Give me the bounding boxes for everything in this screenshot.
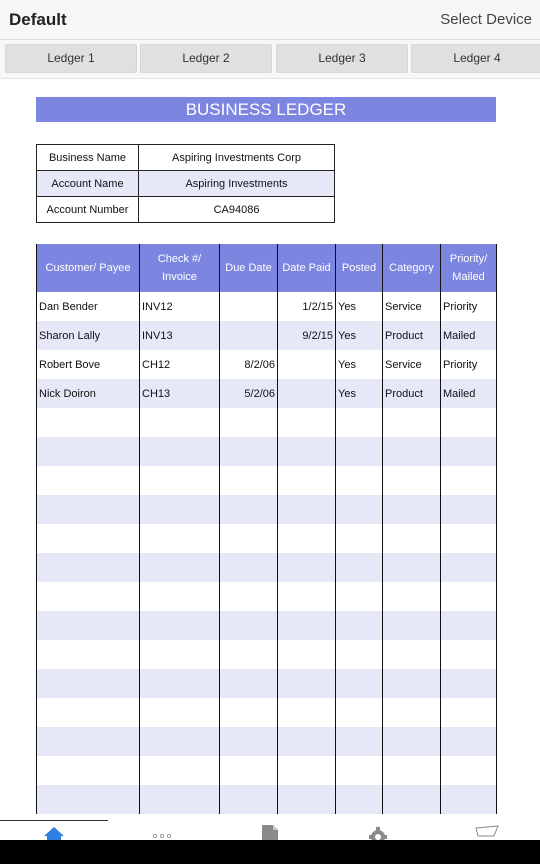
cell-priority-mailed[interactable] [441,756,497,785]
cell-customer-payee[interactable] [37,495,140,524]
cell-due-date[interactable]: 8/2/06 [220,350,278,379]
cell-check-invoice[interactable] [140,727,220,756]
cell-posted[interactable] [336,611,383,640]
sheet-tabs [0,40,540,79]
cell-priority-mailed[interactable]: Priority [441,350,497,379]
table-row [37,756,497,785]
column-header-priority-mailed[interactable]: Priority/ Mailed [441,244,497,292]
table-row [37,553,497,582]
cell-category[interactable] [383,495,441,524]
gear-icon[interactable] [366,824,390,840]
ledger-table [36,244,497,814]
column-header-posted[interactable]: Posted [336,244,383,292]
cell-check-invoice[interactable] [140,437,220,466]
cell-category[interactable] [383,466,441,495]
cell-posted[interactable]: Yes [336,379,383,408]
cell-customer-payee[interactable]: Nick Doiron [37,379,140,408]
cell-customer-payee[interactable] [37,640,140,669]
cell-category[interactable]: Product [383,379,441,408]
cell-due-date[interactable] [220,582,278,611]
cell-due-date[interactable] [220,553,278,582]
cell-posted[interactable] [336,524,383,553]
cell-date-paid[interactable] [278,698,336,727]
cell-priority-mailed[interactable] [441,408,497,437]
column-header-date-paid[interactable]: Date Paid [278,244,336,292]
home-icon[interactable] [42,824,66,840]
cell-check-invoice[interactable] [140,698,220,727]
cell-date-paid[interactable] [278,350,336,379]
table-row [37,785,497,814]
system-bar [0,840,540,864]
cell-check-invoice[interactable]: INV12 [140,292,220,321]
column-header-due-date[interactable]: Due Date [220,244,278,292]
cell-customer-payee[interactable] [37,524,140,553]
table-row [37,292,497,321]
cell-date-paid[interactable]: 1/2/15 [278,292,336,321]
cell-due-date[interactable] [220,785,278,814]
cell-date-paid[interactable] [278,408,336,437]
cell-customer-payee[interactable] [37,727,140,756]
tab-ledger-2[interactable]: Ledger 2 [140,44,272,73]
cell-priority-mailed[interactable] [441,495,497,524]
select-device-button[interactable]: Select Device [440,11,532,28]
table-row [37,466,497,495]
cell-category[interactable] [383,727,441,756]
table-row [37,582,497,611]
table-row [37,437,497,466]
cell-check-invoice[interactable]: CH12 [140,350,220,379]
table-row [37,524,497,553]
cell-customer-payee[interactable] [37,611,140,640]
cell-posted[interactable]: Yes [336,292,383,321]
cell-posted[interactable] [336,640,383,669]
info-label[interactable]: Account Name [37,171,139,197]
flag-icon[interactable] [474,824,500,840]
cell-priority-mailed[interactable] [441,524,497,553]
cell-customer-payee[interactable] [37,466,140,495]
table-row [37,611,497,640]
document-icon[interactable] [258,824,282,840]
table-row [37,669,497,698]
column-header-customer-payee[interactable]: Customer/ Payee [37,244,140,292]
cell-posted[interactable] [336,785,383,814]
cell-customer-payee[interactable] [37,785,140,814]
cell-priority-mailed[interactable] [441,582,497,611]
cell-check-invoice[interactable] [140,524,220,553]
cell-customer-payee[interactable]: Dan Bender [37,292,140,321]
cell-priority-mailed[interactable] [441,611,497,640]
cell-date-paid[interactable] [278,669,336,698]
table-row [37,350,497,379]
cell-category[interactable]: Service [383,292,441,321]
info-row-business-name [37,145,335,171]
cell-date-paid[interactable] [278,640,336,669]
cell-date-paid[interactable] [278,756,336,785]
table-row [37,698,497,727]
tab-ledger-4[interactable]: Ledger 4 [411,44,540,73]
cell-category[interactable] [383,582,441,611]
cell-category[interactable] [383,640,441,669]
cell-due-date[interactable] [220,321,278,350]
cell-priority-mailed[interactable] [441,640,497,669]
cell-posted[interactable] [336,727,383,756]
cell-posted[interactable]: Yes [336,350,383,379]
cell-check-invoice[interactable] [140,640,220,669]
cell-check-invoice[interactable]: CH13 [140,379,220,408]
cell-category[interactable] [383,408,441,437]
table-row [37,727,497,756]
column-header-check-invoice[interactable]: Check #/ Invoice [140,244,220,292]
cell-category[interactable] [383,524,441,553]
cell-date-paid[interactable] [278,582,336,611]
cell-posted[interactable]: Yes [336,321,383,350]
ledger-header-row [37,244,497,292]
cell-category[interactable] [383,553,441,582]
cell-date-paid[interactable] [278,379,336,408]
info-value[interactable]: Aspiring Investments Corp [139,145,335,171]
cell-check-invoice[interactable] [140,553,220,582]
cell-check-invoice[interactable] [140,466,220,495]
cell-due-date[interactable] [220,611,278,640]
cell-check-invoice[interactable] [140,582,220,611]
cell-customer-payee[interactable] [37,437,140,466]
cell-due-date[interactable] [220,495,278,524]
cell-posted[interactable] [336,437,383,466]
account-info-table [36,144,335,223]
table-row [37,640,497,669]
cell-date-paid[interactable] [278,495,336,524]
cell-posted[interactable] [336,553,383,582]
cell-category[interactable] [383,785,441,814]
cell-posted[interactable] [336,495,383,524]
cell-due-date[interactable] [220,727,278,756]
cell-posted[interactable] [336,698,383,727]
cell-category[interactable] [383,611,441,640]
table-row [37,495,497,524]
cell-date-paid[interactable] [278,466,336,495]
cell-customer-payee[interactable] [37,698,140,727]
column-header-category[interactable]: Category [383,244,441,292]
info-row-account-number [37,197,335,223]
cell-date-paid[interactable] [278,524,336,553]
top-bar [0,0,540,40]
cell-posted[interactable] [336,466,383,495]
cell-priority-mailed[interactable] [441,698,497,727]
cell-priority-mailed[interactable]: Mailed [441,321,497,350]
cell-due-date[interactable]: 5/2/06 [220,379,278,408]
cell-customer-payee[interactable] [37,669,140,698]
cell-priority-mailed[interactable] [441,466,497,495]
cell-check-invoice[interactable] [140,408,220,437]
cell-category[interactable]: Service [383,350,441,379]
more-icon[interactable] [150,824,174,840]
cell-due-date[interactable] [220,756,278,785]
info-row-account-name [37,171,335,197]
cell-posted[interactable] [336,408,383,437]
cell-due-date[interactable] [220,698,278,727]
cell-due-date[interactable] [220,640,278,669]
cell-priority-mailed[interactable]: Priority [441,292,497,321]
cell-due-date[interactable] [220,524,278,553]
cell-date-paid[interactable] [278,785,336,814]
cell-priority-mailed[interactable]: Mailed [441,379,497,408]
cell-priority-mailed[interactable] [441,785,497,814]
cell-priority-mailed[interactable] [441,727,497,756]
cell-date-paid[interactable] [278,611,336,640]
cell-posted[interactable] [336,582,383,611]
cell-date-paid[interactable] [278,727,336,756]
scroll-indicator [0,820,108,821]
cell-customer-payee[interactable] [37,408,140,437]
cell-customer-payee[interactable] [37,756,140,785]
cell-posted[interactable] [336,669,383,698]
cell-priority-mailed[interactable] [441,553,497,582]
sheet-title: BUSINESS LEDGER [36,97,496,122]
cell-posted[interactable] [336,756,383,785]
cell-due-date[interactable] [220,669,278,698]
cell-date-paid[interactable] [278,437,336,466]
cell-check-invoice[interactable] [140,756,220,785]
cell-check-invoice[interactable]: INV13 [140,321,220,350]
info-value[interactable]: Aspiring Investments [139,171,335,197]
cell-due-date[interactable] [220,437,278,466]
cell-category[interactable] [383,698,441,727]
cell-customer-payee[interactable]: Robert Bove [37,350,140,379]
cell-due-date[interactable] [220,292,278,321]
info-value[interactable]: CA94086 [139,197,335,223]
cell-category[interactable] [383,669,441,698]
cell-check-invoice[interactable] [140,495,220,524]
info-label[interactable]: Account Number [37,197,139,223]
table-row [37,321,497,350]
cell-check-invoice[interactable] [140,611,220,640]
info-label[interactable]: Business Name [37,145,139,171]
tab-ledger-1[interactable]: Ledger 1 [5,44,137,73]
table-row [37,379,497,408]
cell-date-paid[interactable] [278,553,336,582]
cell-due-date[interactable] [220,408,278,437]
cell-date-paid[interactable]: 9/2/15 [278,321,336,350]
cell-customer-payee[interactable] [37,582,140,611]
cell-check-invoice[interactable] [140,785,220,814]
cell-category[interactable] [383,437,441,466]
cell-customer-payee[interactable]: Sharon Lally [37,321,140,350]
app-title: Default [9,10,67,29]
cell-priority-mailed[interactable] [441,669,497,698]
cell-priority-mailed[interactable] [441,437,497,466]
tab-ledger-3[interactable]: Ledger 3 [276,44,408,73]
cell-customer-payee[interactable] [37,553,140,582]
table-row [37,408,497,437]
cell-category[interactable]: Product [383,321,441,350]
cell-check-invoice[interactable] [140,669,220,698]
cell-due-date[interactable] [220,466,278,495]
cell-category[interactable] [383,756,441,785]
